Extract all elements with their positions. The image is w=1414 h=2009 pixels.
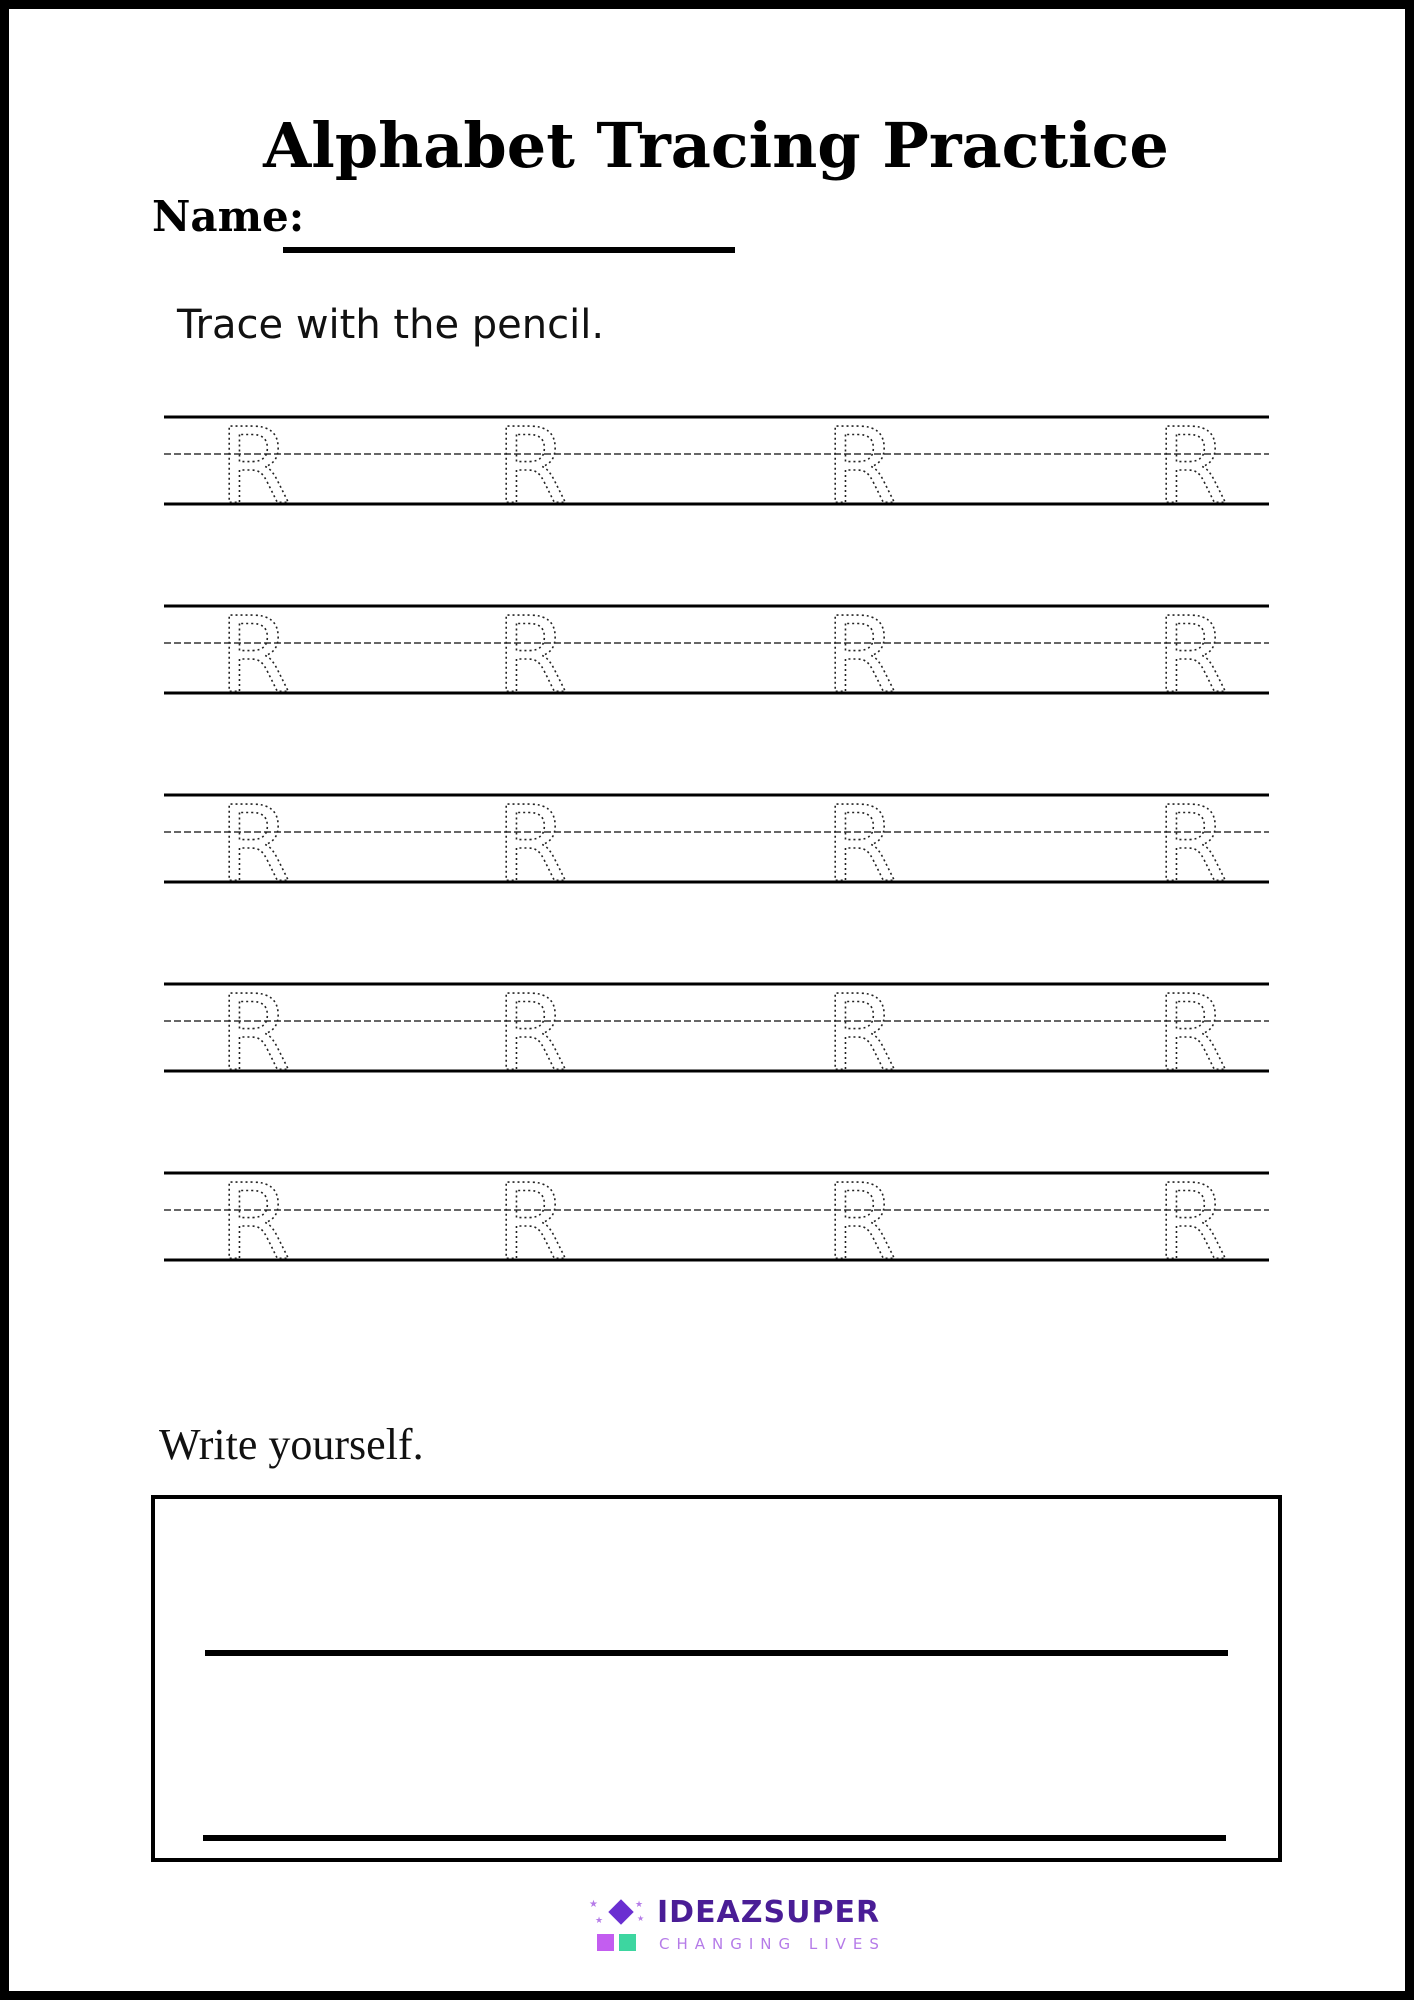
trace-letter: R — [825, 1161, 898, 1283]
svg-text:★: ★ — [589, 1899, 598, 1910]
page-title: Alphabet Tracing Practice — [263, 109, 1169, 182]
trace-letter: R — [219, 1161, 292, 1283]
brand-logo — [587, 1895, 887, 1955]
brand-tagline: CHANGING LIVES — [659, 1935, 886, 1953]
tracing-row — [164, 972, 1269, 1094]
trace-letter: R — [1156, 972, 1229, 1094]
trace-letter: R — [496, 1161, 569, 1283]
trace-letter: R — [496, 405, 569, 527]
trace-letter: R — [219, 405, 292, 527]
green-square-icon — [619, 1934, 636, 1951]
trace-letter: R — [1156, 783, 1229, 905]
trace-letter: R — [1156, 594, 1229, 716]
tracing-rows — [164, 405, 1269, 1283]
tracing-row — [164, 1161, 1269, 1283]
trace-letter: R — [219, 594, 292, 716]
write-line — [203, 1835, 1226, 1841]
trace-letter: R — [825, 783, 898, 905]
name-label: Name: — [152, 192, 305, 241]
trace-letter: R — [825, 594, 898, 716]
trace-letter: R — [219, 783, 292, 905]
trace-letter: R — [496, 594, 569, 716]
svg-text:★: ★ — [637, 1914, 645, 1923]
trace-letter: R — [496, 783, 569, 905]
magenta-square-icon — [597, 1934, 614, 1951]
svg-text:★: ★ — [635, 1900, 644, 1910]
trace-letter: R — [496, 972, 569, 1094]
write-line — [205, 1650, 1228, 1656]
trace-letter: R — [1156, 405, 1229, 527]
trace-letter: R — [219, 972, 292, 1094]
trace-instruction: Trace with the pencil. — [177, 302, 605, 348]
trace-letter: R — [1156, 1161, 1229, 1283]
trace-letter: R — [825, 972, 898, 1094]
tracing-row — [164, 783, 1269, 905]
tracing-row — [164, 594, 1269, 716]
trace-letter: R — [825, 405, 898, 527]
brand-logo-icon — [587, 1895, 657, 1955]
write-box — [151, 1495, 1282, 1862]
tracing-row — [164, 405, 1269, 527]
brand-name: IDEAZSUPER — [657, 1895, 881, 1930]
svg-text:★: ★ — [595, 1916, 604, 1926]
diamond-icon — [608, 1899, 633, 1924]
write-instruction: Write yourself. — [159, 1420, 424, 1469]
